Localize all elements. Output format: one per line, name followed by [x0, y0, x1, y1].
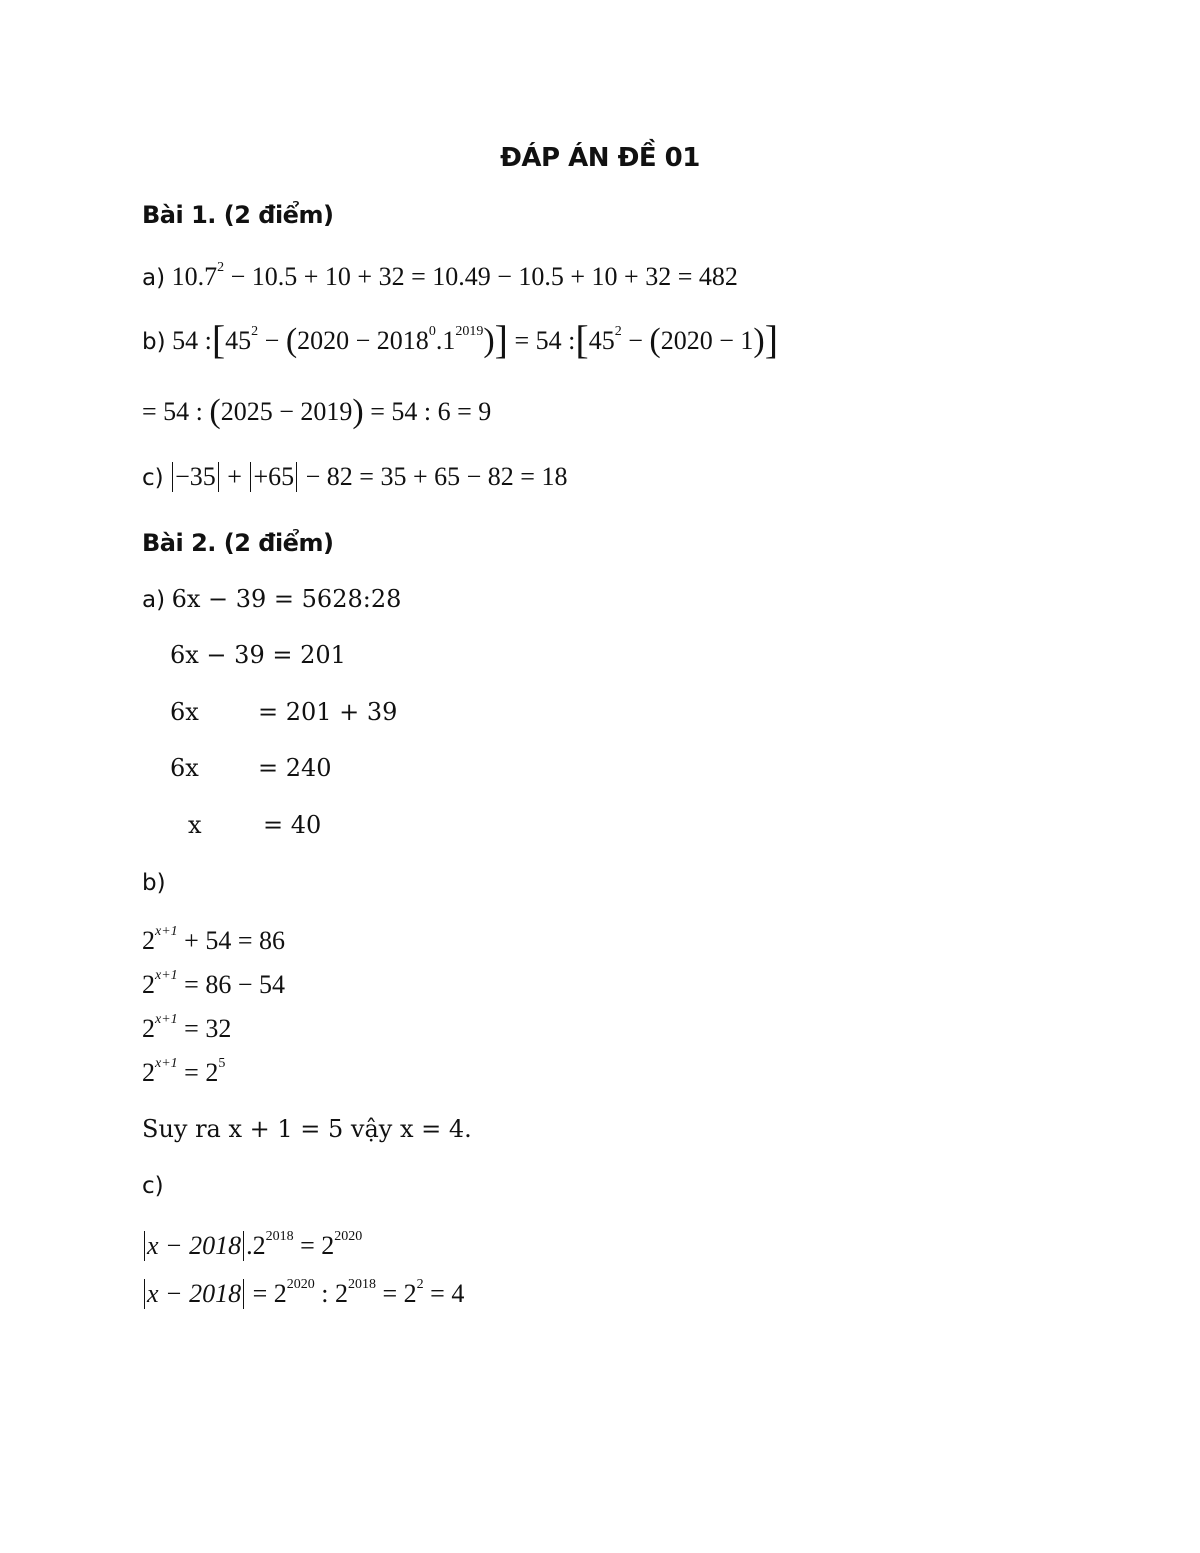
- bai1-c-label: c): [142, 465, 164, 491]
- page-title: ĐÁP ÁN ĐỀ 01: [500, 143, 700, 173]
- bai1-a-label: a): [142, 265, 166, 291]
- bai2-a-line1: a) 6x − 39 = 5628:28: [142, 585, 402, 613]
- bai2-c-label: c): [142, 1173, 164, 1199]
- bai1-a-expr: $10.7^2 - 10.5 + 10 + 32 = 10.49 - 10.5 + 10 + 32 = 482$: [171, 260, 738, 291]
- bai1-b-expr: 54 $:[45^2 - (2020 - 2018^0.1^{2019})] = 54$ $:[45^2 - (2020 - 1)]$: [172, 317, 779, 362]
- bai1-b-label: b): [142, 329, 166, 355]
- bai1-a: [142, 262, 738, 293]
- bai2-b-line4: $2^{x+1} = 2^5$: [142, 1056, 226, 1087]
- bai2-a-line3: 6x = 201 + 39: [170, 698, 398, 726]
- bai1-c: [142, 462, 567, 493]
- bai1-c-expr: −35 + +65 − 82 = 35 + 65 − 82 = 18: [170, 462, 567, 491]
- bai2-c-line1: x − 2018 $.2^{2018} = 2^{2020}$: [142, 1231, 362, 1261]
- bai2-a-label: a): [142, 587, 166, 613]
- bai2-a-line2: 6x − 39 = 201: [170, 641, 346, 669]
- bai2-heading: Bài 2. (2 điểm): [142, 529, 334, 557]
- bai1-heading: Bài 1. (2 điểm): [142, 201, 334, 229]
- bai2-c-line2: $x - 2018 = 2^{2020}$ : $2^{2018} = 2^2 = 4$: [142, 1279, 464, 1309]
- bai2-b-conclusion: Suy ra x + 1 = 5 vậy x = 4.: [142, 1115, 472, 1143]
- bai2-b-line2: $2^{x+1} = 86 - 54$: [142, 968, 285, 999]
- bai2-b-line3: $2^{x+1} = 32$: [142, 1012, 232, 1043]
- bai2-a-line4: 6x = 240: [170, 754, 332, 782]
- bai2-b-line1: $2^{x+1} + 54 = 86$: [142, 924, 285, 955]
- bai2-b-label: b): [142, 870, 166, 896]
- bai1-b: [142, 317, 779, 362]
- bai1-b-line2: = 54 : (2025 − 2019) = 54 : 6 = 9: [142, 393, 492, 430]
- bai2-a-line5: x = 40: [188, 811, 322, 839]
